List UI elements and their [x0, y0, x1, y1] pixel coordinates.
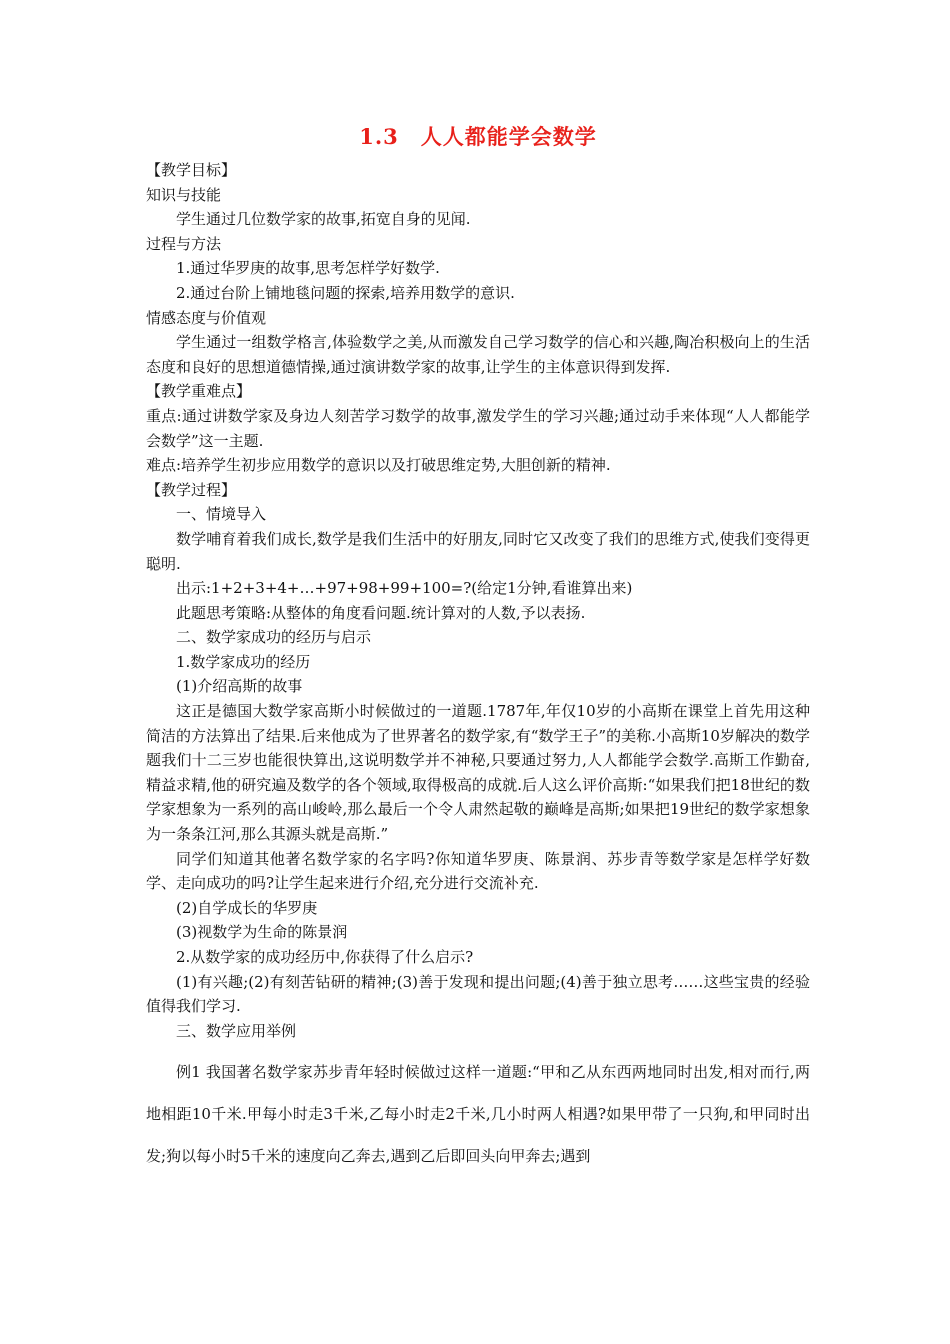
emotion-label: 情感态度与价值观 [146, 308, 267, 327]
key-points-text: 重点:通过讲数学家及身边人刻苦学习数学的故事,激发学生的学习兴趣;通过动手来体现“人人都能学会数学”这一主题. [146, 406, 810, 450]
knowledge-text: 学生通过几位数学家的故事,拓宽自身的见闻. [176, 210, 471, 229]
process-item-1: 1.通过华罗庚的故事,思考怎样学好数学. [176, 259, 440, 278]
knowledge-label: 知识与技能 [146, 185, 222, 204]
step2-sub2: 2.从数学家的成功经历中,你获得了什么启示? [176, 948, 474, 966]
goals-header: 【教学目标】 [146, 161, 237, 179]
lesson-title: 1.3 人人都能学会数学 [359, 124, 597, 149]
emotion-text: 学生通过一组数学格言,体验数学之美,从而激发自己学习数学的信心和兴趣,陶冶积极向上的生活态度和良好的思想道德情操,通过演讲数学家的故事,让学生的主体意识得到发挥. [146, 333, 810, 376]
hua-title: (2)自学成长的华罗庚 [176, 898, 318, 917]
step2-sub1: 1.数学家成功的经历 [176, 652, 311, 671]
difficult-points-text: 难点:培养学生初步应用数学的意识以及打破思维定势,大胆创新的精神. [146, 456, 611, 475]
insight-text: (1)有兴趣;(2)有刻苦钻研的精神;(3)善于发现和提出问题;(4)善于独立思考……这些宝贵的经验值得我们学习. [146, 972, 810, 1016]
key-points-header: 【教学重难点】 [146, 382, 252, 401]
step1-title: 一、情境导入 [176, 505, 267, 524]
step1-strategy: 此题思考策略:从整体的角度看问题.统计算对的人数,予以表扬. [176, 603, 586, 622]
gauss-text: 这正是德国大数学家高斯小时候做过的一道题.1787年,年仅10岁的小高斯在课堂上首先用这种简洁的方法算出了结果.后来他成为了世界著名的数学家,有“数学王子”的美称.小高斯10岁解决的数学题我们十二三岁也能很快算出,这说明数学并不神秘,只要通过努力,人人都能学会数学.高斯工作勤奋,精益求精,他的研究遍及数学的各个领域,取得极高的成就.后人这么评价高斯:“如果我们把18世纪的数学家想象为一系列的高山峻岭,那么最后一个令人肃然起敬的巅峰是高斯;如果把19世纪的数学家想象为一条条江河,那么其源头就是高斯.” [146, 702, 810, 844]
others-text: 同学们知道其他著名数学家的名字吗?你知道华罗庚、陈景润、苏步青等数学家是怎样学好数学、走向成功的吗?让学生起来进行介绍,充分进行交流补充. [146, 849, 810, 893]
step1-show: 出示:1+2+3+4+…+97+98+99+100=?(给定1分钟,看谁算出来) [176, 579, 633, 598]
process-label: 过程与方法 [146, 234, 222, 253]
step3-title: 三、数学应用举例 [176, 1021, 297, 1040]
example-1-text: 例1 我国著名数学家苏步青年轻时候做过这样一道题:“甲和乙从东西两地同时出发,相对而行,两地相距10千米.甲每小时走3千米,乙每小时走2千米,几小时两人相遇?如果甲带了一只狗,和甲同时出发;狗以每小时5千米的速度向乙奔去,遇到乙后即回头向甲奔去;遇到 [146, 1063, 810, 1166]
step1-text: 数学哺育着我们成长,数学是我们生活中的好朋友,同时它又改变了我们的思维方式,使我们变得更聪明. [146, 529, 810, 573]
gauss-title: (1)介绍高斯的故事 [176, 677, 303, 696]
document-body [146, 120, 810, 1177]
process-item-2: 2.通过台阶上铺地毯问题的探索,培养用数学的意识. [176, 283, 515, 302]
chen-title: (3)视数学为生命的陈景润 [176, 923, 348, 942]
step2-title: 二、数学家成功的经历与启示 [176, 628, 372, 647]
teaching-process-header: 【教学过程】 [146, 480, 237, 499]
